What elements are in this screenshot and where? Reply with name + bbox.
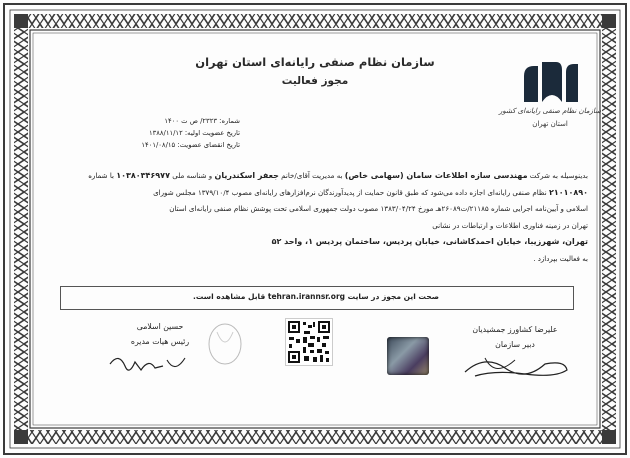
- registration-number: ۲۱۰۱۰۸۹۰: [548, 187, 588, 197]
- body-line-1: بدینوسیله به شرکت مهندسی سازه اطلاعات سامان (سهامی خاص) به مدیریت آقای/خانم جعفر اسکندریان و شناسه ملی ۱۰۳۸۰۳۴۶۹۷۷ با شماره: [88, 171, 588, 180]
- chairman-signature: [105, 350, 195, 380]
- national-id: ۱۰۳۸۰۳۴۶۹۷۷: [116, 171, 170, 180]
- secretary-title: دبیر سازمان: [495, 340, 535, 349]
- certificate-number: شماره: ۲۳۲۳/ ص ت ۱۴۰۰: [164, 117, 240, 125]
- logo-province: استان تهران: [532, 120, 568, 128]
- manager-name: جعفر اسکندریان: [214, 171, 279, 180]
- body-line-3: اسلامی و آیین‌نامه اجرایی شماره ۲۱۱۸۵/ت۲۶۰۸۹هـ مورخ ۱۳۸۳/۰۴/۲۴ مصوب دولت جمهوری اسلامی تحت پوشش نظام صنفی رایانه‌ای استان: [169, 204, 588, 213]
- faint-stamp: [205, 322, 245, 366]
- body-line-2: ۲۱۰۱۰۸۹۰ نظام صنفی رایانه‌ای اجازه داده می‌شود که طبق قانون حمایت از پدیدآورندگان نرم‌افزارهای رایانه‌ای مصوب ۱۳۷۹/۱۰/۴ مجلس شورای: [153, 187, 588, 197]
- company-address: تهران، شهرزیبا، خیابان احمدکاشانی، خیابان پردیس، ساختمان پردیس ۱، واحد ۵۲: [271, 237, 588, 246]
- secretary-signature: [455, 350, 575, 382]
- verification-text: صحت این مجوز در سایت tehran.irannsr.org قابل مشاهده است.: [193, 292, 439, 301]
- body-line-4: تهران در زمینه فناوری اطلاعات و ارتباطات در نشانی: [432, 220, 588, 230]
- security-hologram: [387, 337, 429, 375]
- qr-code[interactable]: [285, 318, 333, 366]
- expiry-date: تاریخ انقضای عضویت: ۱۴۰۱/۰۸/۱۵: [141, 141, 240, 149]
- org-title: سازمان نظام صنفی رایانه‌ای استان تهران: [195, 55, 435, 69]
- membership-date: تاریخ عضویت اولیه: ۱۳۸۸/۱۱/۱۲: [148, 129, 240, 137]
- logo-caption: سازمان نظام صنفی رایانه‌ای کشور: [499, 107, 601, 115]
- certificate-subtitle: مجوز فعالیت: [281, 75, 349, 87]
- organization-logo: [518, 58, 582, 106]
- chairman-name: حسین اسلامی: [136, 322, 184, 331]
- certificate-body: [40, 168, 588, 267]
- company-name: مهندسی سازه اطلاعات سامان (سهامی خاص): [344, 171, 528, 180]
- secretary-name: علیرضا کشاورز جمشیدیان: [472, 325, 558, 334]
- chairman-title: رئیس هیات مدیره: [130, 337, 190, 346]
- body-line-6: به فعالیت بپردازد .: [533, 253, 588, 263]
